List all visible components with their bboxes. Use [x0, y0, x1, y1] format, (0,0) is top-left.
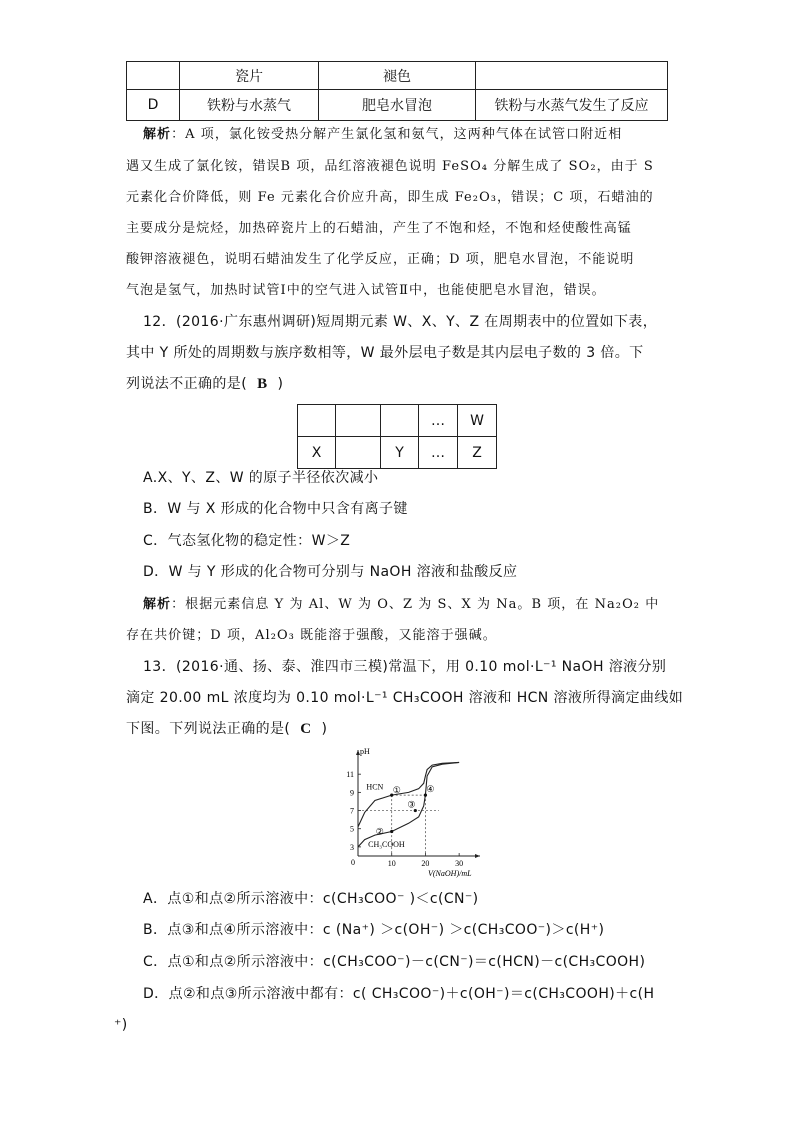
table-cell	[476, 62, 668, 90]
table-cell: …	[419, 437, 458, 469]
x-tick-label: 30	[455, 859, 464, 868]
option-b: B．W 与 X 形成的化合物中只含有离子键	[143, 501, 408, 517]
origin-label: 0	[351, 858, 355, 867]
table-cell: …	[419, 405, 458, 437]
analysis-line: 气泡是氢气，加热时试管Ⅰ中的空气进入试管Ⅱ中，也能使肥皂水冒泡，错误。	[126, 283, 606, 298]
option-d: D．W 与 Y 形成的化合物可分别与 NaOH 溶液和盐酸反应	[143, 564, 518, 580]
option-b: B．点③和点④所示溶液中：c (Na⁺) ＞c(OH⁻) ＞c(CH₃COO⁻)＞c(H⁺)	[143, 922, 605, 938]
y-tick-label: 3	[350, 842, 354, 852]
analysis-label: 解析	[143, 127, 172, 142]
analysis-line: 解析：根据元素信息 Y 为 Al、W 为 O、Z 为 S、X 为 Na。B 项，在 Na₂O₂ 中	[143, 597, 660, 612]
table-cell	[298, 405, 336, 437]
x-tick-label: 10	[387, 859, 396, 868]
periodic-table-fragment	[297, 404, 497, 469]
question-12-line: 其中 Y 所处的周期数与族序数相等，W 最外层电子数是其内层电子数的 3 倍。下	[126, 345, 644, 361]
point-marker	[390, 830, 393, 833]
table-cell	[336, 405, 381, 437]
y-tick-label: 7	[350, 806, 354, 816]
table-cell: 铁粉与水蒸气发生了反应	[476, 90, 668, 121]
x-axis-arrow	[475, 854, 480, 858]
table-cell: 铁粉与水蒸气	[180, 90, 319, 121]
table-cell: D	[127, 90, 180, 121]
table-cell: 褪色	[319, 62, 476, 90]
option-d-continued: ⁺)	[114, 1017, 128, 1033]
x-axis-label: V(NaOH)/mL	[428, 869, 472, 878]
option-a: A.X、Y、Z、W 的原子半径依次减小	[143, 470, 379, 486]
question-12-line: 列说法不正确的是( B )	[126, 376, 284, 392]
option-d: D．点②和点③所示溶液中都有：c( CH₃COO⁻)＋c(OH⁻)＝c(CH₃COOH)＋c(H	[143, 986, 655, 1002]
analysis-line: 存在共价键；D 项，Al₂O₃ 既能溶于强酸，又能溶于强碱。	[126, 628, 497, 643]
analysis-line: 主要成分是烷烃，加热碎瓷片上的石蜡油，产生了不饱和烃，不饱和烃使酸性高锰	[126, 221, 632, 236]
table-cell: 瓷片	[180, 62, 319, 90]
table-cell: Y	[381, 437, 419, 469]
series-line-1	[358, 762, 459, 827]
table-cell	[381, 405, 419, 437]
question-12-line: 12．(2016·广东惠州调研)短周期元素 W、X、Y、Z 在周期表中的位置如下表，	[143, 314, 658, 330]
answer-key: C	[300, 721, 312, 737]
question-13-line: 下图。下列说法正确的是( C )	[126, 721, 328, 737]
analysis-line: 解析：A 项，氯化铵受热分解产生氯化氢和氨气，这两种气体在试管口附近相	[143, 127, 623, 142]
table-cell	[127, 62, 180, 90]
question-13-line: 13．(2016·通、扬、泰、淮四市三模)常温下，用 0.10 mol·L⁻¹ NaOH 溶液分别	[143, 659, 667, 675]
point-label: ②	[375, 826, 384, 837]
point-label: ③	[407, 799, 416, 810]
analysis-line: 元素化合价降低，则 Fe 元素化合价应升高，即生成 Fe₂O₃，错误；C 项，石蜡油的	[126, 190, 654, 205]
y-tick-label: 9	[350, 788, 354, 798]
analysis-line: 酸钾溶液褪色，说明石蜡油发生了化学反应，正确；D 项，肥皂水冒泡，不能说明	[126, 252, 635, 267]
point-label: ①	[392, 785, 401, 796]
y-tick-label: 5	[350, 824, 354, 834]
table-cell: X	[298, 437, 336, 469]
y-tick-label: 11	[346, 770, 354, 780]
comparison-table	[126, 61, 668, 121]
option-c: C．气态氢化物的稳定性：W＞Z	[143, 533, 351, 549]
table-cell: Z	[458, 437, 497, 469]
answer-key: B	[257, 376, 268, 392]
analysis-label: 解析	[143, 597, 172, 612]
table-cell: 肥皂水冒泡	[319, 90, 476, 121]
series-label: HCN	[366, 782, 384, 792]
point-label: ④	[426, 784, 435, 795]
series-label: CH₃COOH	[368, 839, 405, 849]
y-axis-label: pH	[360, 747, 370, 756]
option-c: C．点①和点②所示溶液中：c(CH₃COO⁻)－c(CN⁻)＝c(HCN)－c(CH₃COOH)	[143, 954, 646, 970]
titration-chart	[336, 744, 486, 882]
option-a: A．点①和点②所示溶液中：c(CH₃COO⁻ )＜c(CN⁻)	[143, 891, 479, 907]
analysis-line: 遇又生成了氯化铵，错误B 项，品红溶液褪色说明 FeSO₄ 分解生成了 SO₂，由于 S	[126, 159, 654, 174]
x-tick-label: 20	[421, 859, 430, 868]
table-cell: W	[458, 405, 497, 437]
question-13-line: 滴定 20.00 mL 浓度均为 0.10 mol·L⁻¹ CH₃COOH 溶液和 HCN 溶液所得滴定曲线如	[126, 690, 684, 706]
